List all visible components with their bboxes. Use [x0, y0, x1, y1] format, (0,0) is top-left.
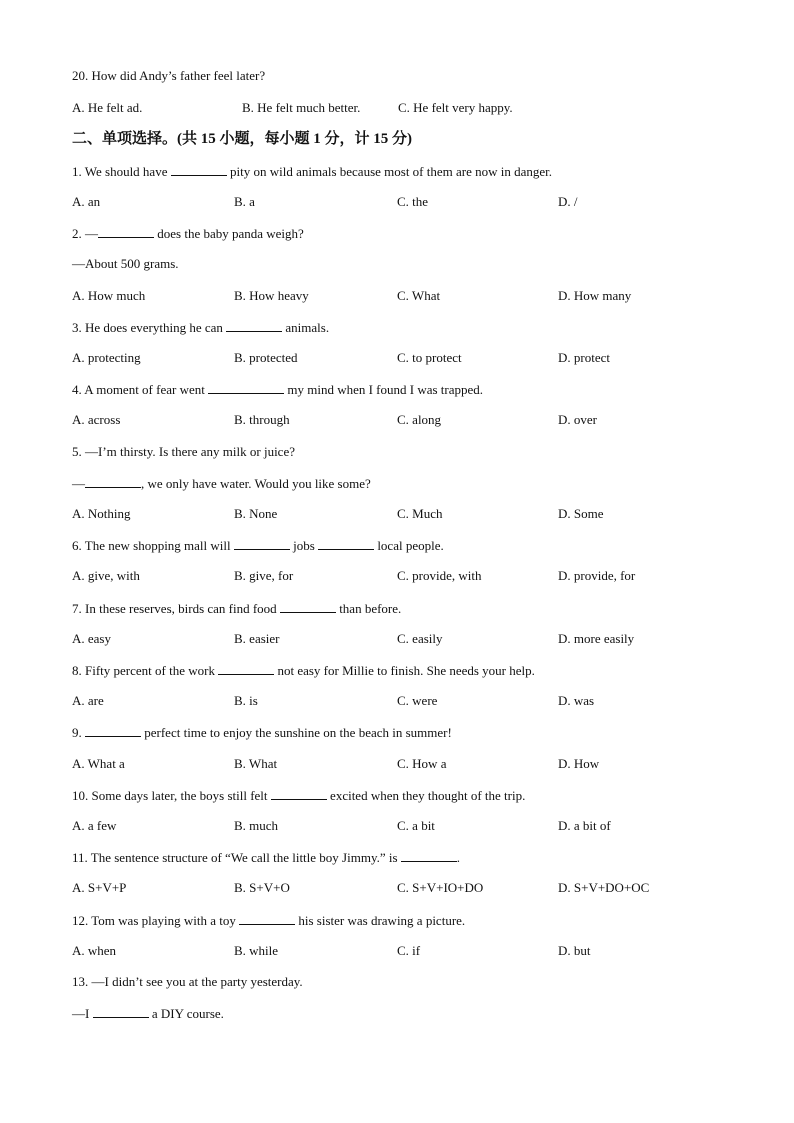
answer-blank [280, 600, 336, 613]
option-a: A. across [72, 412, 121, 427]
answer-blank [85, 724, 141, 737]
option-c: C. What [397, 288, 441, 303]
answer-blank [239, 912, 295, 925]
option-d: D. How [558, 756, 600, 771]
question-stem: 8. Fifty percent of the work not easy for Millie to finish. She needs your help. [72, 663, 535, 678]
option-c: C. easily [397, 631, 443, 646]
option-c: C. if [397, 943, 421, 958]
answer-blank [234, 537, 290, 550]
question-stem: 3. He does everything he can animals. [72, 320, 330, 335]
question-stem: 20. How did Andy’s father feel later? [72, 68, 266, 83]
question-stem: 1. We should have pity on wild animals because most of them are now in danger. [72, 164, 553, 179]
answer-blank [318, 537, 374, 550]
option-a: A. Nothing [72, 506, 131, 521]
option-d: D. a bit of [558, 818, 611, 833]
option-a: A. an [72, 194, 101, 209]
option-b: B. give, for [234, 568, 294, 583]
option-d: D. Some [558, 506, 604, 521]
option-a: A. What a [72, 756, 125, 771]
question-stem: 4. A moment of fear went my mind when I found I was trapped. [72, 382, 484, 397]
option-d: D. over [558, 412, 597, 427]
option-c: C. Much [397, 506, 443, 521]
answer-blank [271, 787, 327, 800]
option-d: D. more easily [558, 631, 635, 646]
option-b: B. much [234, 818, 279, 833]
option-d: D. / [558, 194, 578, 209]
option-a: A. when [72, 943, 117, 958]
question-stem: 7. In these reserves, birds can find food than before. [72, 601, 402, 616]
answer-blank [226, 319, 282, 332]
question-stem: 13. —I didn’t see you at the party yesterday. [72, 974, 303, 989]
option-c: C. along [397, 412, 442, 427]
option-b: B. while [234, 943, 279, 958]
option-d: D. S+V+DO+OC [558, 880, 650, 895]
question-stem: 9. perfect time to enjoy the sunshine on the beach in summer! [72, 725, 452, 740]
option-a: A. He felt ad. [72, 100, 143, 115]
answer-blank [208, 381, 284, 394]
option-b: B. None [234, 506, 278, 521]
section-title: 二、单项选择。(共 15 小题，每小题 1 分，计 15 分) [72, 131, 412, 147]
question-stem: 10. Some days later, the boys still felt excited when they thought of the trip. [72, 788, 526, 803]
option-b: B. through [234, 412, 290, 427]
option-c: C. provide, with [397, 568, 482, 583]
question-stem: 2. — does the baby panda weigh? [72, 226, 304, 241]
question-stem: 12. Tom was playing with a toy his sister was drawing a picture. [72, 913, 466, 928]
option-a: A. easy [72, 631, 111, 646]
option-d: D. was [558, 693, 595, 708]
question-stem: 5. —I’m thirsty. Is there any milk or juice? [72, 444, 295, 459]
option-b: B. easier [234, 631, 280, 646]
option-a: A. S+V+P [72, 880, 127, 895]
option-c: C. a bit [397, 818, 435, 833]
answer-blank [85, 475, 141, 488]
option-c: C. were [397, 693, 438, 708]
answer-blank [218, 662, 274, 675]
answer-blank [401, 849, 457, 862]
question-stem: 11. The sentence structure of “We call the little boy Jimmy.” is . [72, 850, 461, 865]
option-b: B. protected [234, 350, 298, 365]
option-c: C. the [397, 194, 429, 209]
option-a: A. How much [72, 288, 146, 303]
option-b: B. a [234, 194, 255, 209]
option-c: C. How a [397, 756, 447, 771]
answer-blank [98, 225, 154, 238]
option-c: C. to protect [397, 350, 462, 365]
option-c: C. S+V+IO+DO [397, 880, 484, 895]
option-d: D. provide, for [558, 568, 636, 583]
option-d: D. but [558, 943, 591, 958]
question-reply: —I a DIY course. [72, 1006, 224, 1021]
answer-blank [93, 1005, 149, 1018]
option-a: A. a few [72, 818, 117, 833]
option-c: C. He felt very happy. [398, 100, 513, 115]
question-stem: 6. The new shopping mall will jobs local people. [72, 538, 444, 553]
question-reply: —About 500 grams. [72, 256, 179, 271]
option-d: D. How many [558, 288, 632, 303]
option-b: B. S+V+O [234, 880, 290, 895]
answer-blank [171, 163, 227, 176]
option-b: B. What [234, 756, 278, 771]
option-b: B. He felt much better. [242, 100, 361, 115]
question-reply: — , we only have water. Would you like some? [72, 476, 371, 491]
option-a: A. give, with [72, 568, 140, 583]
option-b: B. is [234, 693, 258, 708]
option-b: B. How heavy [234, 288, 309, 303]
option-a: A. are [72, 693, 104, 708]
option-a: A. protecting [72, 350, 141, 365]
option-d: D. protect [558, 350, 610, 365]
